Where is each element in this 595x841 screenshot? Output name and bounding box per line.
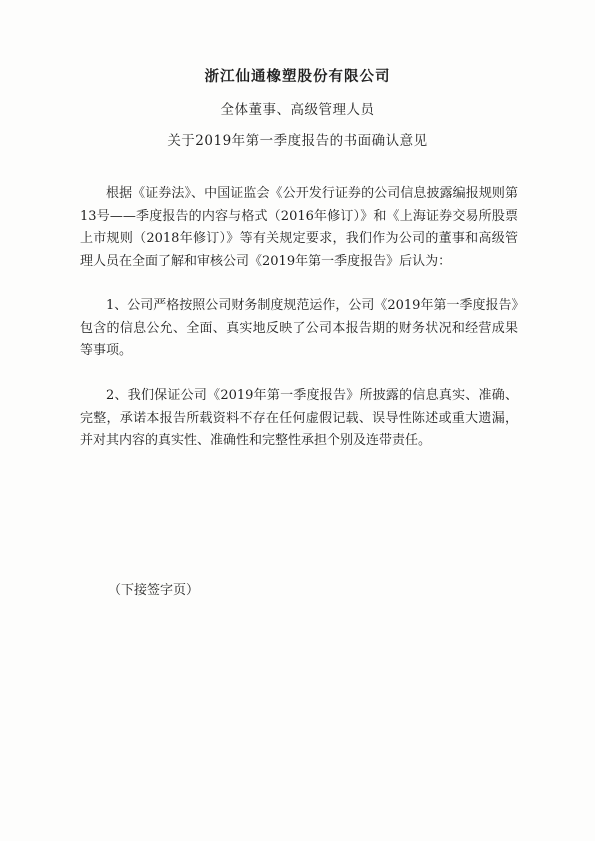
intro-paragraph: 根据《证券法》、中国证监会《公开发行证券的公司信息披露编报规则第13号——季度报告的内容与格式（2016年修订）》和《上海证券交易所股票上市规则（2018年修订）》等有关规定要求，我们作为公司的董事和高级管理人员在全面了解和审核公司《2019年第一季度报告》后认为： bbox=[80, 186, 518, 269]
topic-title: 关于2019年第一季度报告的书面确认意见 bbox=[167, 133, 428, 149]
item-1-paragraph: 1、公司严格按照公司财务制度规范运作，公司《2019年第一季度报告》包含的信息公允、全面、真实地反映了公司本报告期的财务状况和经营成果等事项。 bbox=[80, 298, 518, 358]
continued-on-signature-page-note: （下接签字页） bbox=[108, 583, 200, 598]
item-2-paragraph: 2、我们保证公司《2019年第一季度报告》所披露的信息真实、准确、完整，承诺本报告所载资料不存在任何虚假记载、误导性陈述或重大遗漏，并对其内容的真实性、准确性和完整性承担个别及连带责任。 bbox=[80, 388, 518, 448]
subject-title: 全体董事、高级管理人员 bbox=[220, 102, 375, 118]
company-title: 浙江仙通橡塑股份有限公司 bbox=[204, 68, 391, 85]
